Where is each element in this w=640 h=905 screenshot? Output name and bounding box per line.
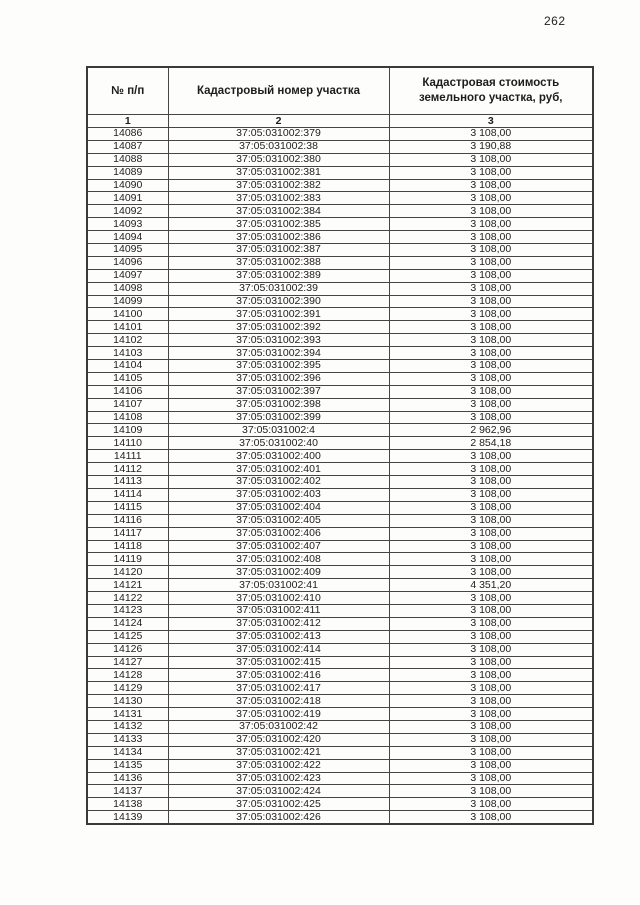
row-number-cell: 14089 (87, 166, 168, 179)
cadastral-number-cell: 37:05:031002:423 (168, 772, 389, 785)
cadastral-number-cell: 37:05:031002:418 (168, 695, 389, 708)
row-number-cell: 14099 (87, 295, 168, 308)
row-number-cell: 14125 (87, 630, 168, 643)
row-number-cell: 14128 (87, 669, 168, 682)
cadastral-number-cell: 37:05:031002:382 (168, 179, 389, 192)
table-row (87, 192, 593, 205)
cadastral-number-cell: 37:05:031002:390 (168, 295, 389, 308)
cadastral-value-cell: 2 854,18 (389, 437, 593, 450)
table-row (87, 424, 593, 437)
cadastral-value-cell: 3 108,00 (389, 617, 593, 630)
table-row (87, 733, 593, 746)
cadastral-number-cell: 37:05:031002:380 (168, 153, 389, 166)
cadastral-value-cell: 3 108,00 (389, 540, 593, 553)
cadastral-value-cell: 3 108,00 (389, 153, 593, 166)
row-number-cell: 14091 (87, 192, 168, 205)
cadastral-number-cell: 37:05:031002:38 (168, 140, 389, 153)
cadastral-value-cell: 3 108,00 (389, 372, 593, 385)
cadastral-number-cell: 37:05:031002:402 (168, 476, 389, 489)
row-number-cell: 14120 (87, 566, 168, 579)
cadastral-value-cell: 3 108,00 (389, 720, 593, 733)
cadastral-number-cell: 37:05:031002:408 (168, 553, 389, 566)
cadastral-value-cell: 3 108,00 (389, 179, 593, 192)
column-header-row-num: № п/п (87, 67, 168, 115)
table-row (87, 140, 593, 153)
cadastral-number-cell: 37:05:031002:383 (168, 192, 389, 205)
row-number-cell: 14139 (87, 811, 168, 824)
cadastral-number-cell: 37:05:031002:413 (168, 630, 389, 643)
cadastral-value-cell: 3 108,00 (389, 347, 593, 360)
cadastral-value-cell: 4 351,20 (389, 579, 593, 592)
row-number-cell: 14121 (87, 579, 168, 592)
cadastral-number-cell: 37:05:031002:410 (168, 592, 389, 605)
row-number-cell: 14087 (87, 140, 168, 153)
row-number-cell: 14110 (87, 437, 168, 450)
cadastral-value-cell: 3 108,00 (389, 192, 593, 205)
row-number-cell: 14094 (87, 231, 168, 244)
cadastral-value-cell: 3 108,00 (389, 166, 593, 179)
cadastral-value-cell: 2 962,96 (389, 424, 593, 437)
row-number-cell: 14129 (87, 682, 168, 695)
row-number-cell: 14107 (87, 398, 168, 411)
table-row (87, 334, 593, 347)
table-row (87, 282, 593, 295)
cadastral-number-cell: 37:05:031002:40 (168, 437, 389, 450)
cadastral-number-cell: 37:05:031002:415 (168, 656, 389, 669)
column-header-cadastral-number: Кадастровый номер участка (168, 67, 389, 115)
cadastral-value-cell: 3 108,00 (389, 398, 593, 411)
cadastral-value-cell: 3 108,00 (389, 553, 593, 566)
cadastral-value-cell: 3 108,00 (389, 334, 593, 347)
table-header-row (87, 67, 593, 115)
column-index-row (87, 115, 593, 128)
row-number-cell: 14127 (87, 656, 168, 669)
cadastral-number-cell: 37:05:031002:397 (168, 385, 389, 398)
cadastral-number-cell: 37:05:031002:381 (168, 166, 389, 179)
cadastral-number-cell: 37:05:031002:401 (168, 463, 389, 476)
table-row (87, 166, 593, 179)
table-row (87, 308, 593, 321)
table-row (87, 231, 593, 244)
table-row (87, 514, 593, 527)
cadastral-number-cell: 37:05:031002:393 (168, 334, 389, 347)
cadastral-number-cell: 37:05:031002:404 (168, 501, 389, 514)
cadastral-number-cell: 37:05:031002:406 (168, 527, 389, 540)
cadastral-value-cell: 3 108,00 (389, 450, 593, 463)
row-number-cell: 14131 (87, 708, 168, 721)
row-number-cell: 14106 (87, 385, 168, 398)
cadastral-number-cell: 37:05:031002:385 (168, 218, 389, 231)
table-row (87, 385, 593, 398)
row-number-cell: 14118 (87, 540, 168, 553)
table-row (87, 205, 593, 218)
cadastral-value-cell: 3 108,00 (389, 295, 593, 308)
cadastral-number-cell: 37:05:031002:39 (168, 282, 389, 295)
table-row (87, 811, 593, 824)
row-number-cell: 14137 (87, 785, 168, 798)
table-row (87, 566, 593, 579)
cadastral-number-cell: 37:05:031002:403 (168, 488, 389, 501)
table-row (87, 488, 593, 501)
table-row (87, 218, 593, 231)
table-row (87, 128, 593, 141)
cadastral-number-cell: 37:05:031002:411 (168, 604, 389, 617)
row-number-cell: 14113 (87, 476, 168, 489)
cadastral-number-cell: 37:05:031002:424 (168, 785, 389, 798)
cadastral-number-cell: 37:05:031002:412 (168, 617, 389, 630)
row-number-cell: 14133 (87, 733, 168, 746)
row-number-cell: 14101 (87, 321, 168, 334)
row-number-cell: 14119 (87, 553, 168, 566)
row-number-cell: 14104 (87, 360, 168, 373)
table-row (87, 527, 593, 540)
cadastral-value-cell: 3 108,00 (389, 798, 593, 811)
cadastral-value-cell: 3 108,00 (389, 566, 593, 579)
table-row (87, 695, 593, 708)
row-number-cell: 14090 (87, 179, 168, 192)
cadastral-number-cell: 37:05:031002:417 (168, 682, 389, 695)
cadastral-number-cell: 37:05:031002:391 (168, 308, 389, 321)
table-row (87, 540, 593, 553)
cadastral-value-cell: 3 108,00 (389, 733, 593, 746)
cadastral-value-cell: 3 108,00 (389, 604, 593, 617)
table-row (87, 437, 593, 450)
cadastral-number-cell: 37:05:031002:400 (168, 450, 389, 463)
cadastral-number-cell: 37:05:031002:42 (168, 720, 389, 733)
cadastral-number-cell: 37:05:031002:392 (168, 321, 389, 334)
table-row (87, 321, 593, 334)
table-row (87, 785, 593, 798)
table-row (87, 372, 593, 385)
row-number-cell: 14088 (87, 153, 168, 166)
cadastral-number-cell: 37:05:031002:421 (168, 746, 389, 759)
row-number-cell: 14105 (87, 372, 168, 385)
cadastral-value-cell: 3 108,00 (389, 411, 593, 424)
cadastral-number-cell: 37:05:031002:394 (168, 347, 389, 360)
row-number-cell: 14114 (87, 488, 168, 501)
row-number-cell: 14117 (87, 527, 168, 540)
cadastral-value-cell: 3 108,00 (389, 708, 593, 721)
cadastral-number-cell: 37:05:031002:396 (168, 372, 389, 385)
cadastral-value-cell: 3 108,00 (389, 656, 593, 669)
row-number-cell: 14136 (87, 772, 168, 785)
cadastral-number-cell: 37:05:031002:422 (168, 759, 389, 772)
cadastral-value-cell: 3 108,00 (389, 746, 593, 759)
cadastral-value-cell: 3 108,00 (389, 811, 593, 824)
row-number-cell: 14115 (87, 501, 168, 514)
row-number-cell: 14116 (87, 514, 168, 527)
table-row (87, 656, 593, 669)
cadastral-value-cell: 3 108,00 (389, 463, 593, 476)
cadastral-value-cell: 3 108,00 (389, 643, 593, 656)
cadastral-value-cell: 3 108,00 (389, 231, 593, 244)
table-row (87, 643, 593, 656)
row-number-cell: 14098 (87, 282, 168, 295)
table-row (87, 256, 593, 269)
row-number-cell: 14109 (87, 424, 168, 437)
cadastral-table (86, 66, 594, 825)
cadastral-value-cell: 3 108,00 (389, 256, 593, 269)
cadastral-value-cell: 3 108,00 (389, 501, 593, 514)
cadastral-value-cell: 3 108,00 (389, 321, 593, 334)
table-row (87, 450, 593, 463)
cadastral-value-cell: 3 108,00 (389, 385, 593, 398)
table-body (87, 128, 593, 825)
table-row (87, 604, 593, 617)
row-number-cell: 14100 (87, 308, 168, 321)
row-number-cell: 14135 (87, 759, 168, 772)
column-index-1: 1 (87, 115, 168, 128)
table-row (87, 476, 593, 489)
cadastral-value-cell: 3 108,00 (389, 695, 593, 708)
cadastral-number-cell: 37:05:031002:426 (168, 811, 389, 824)
cadastral-value-cell: 3 190,88 (389, 140, 593, 153)
cadastral-number-cell: 37:05:031002:41 (168, 579, 389, 592)
table-row (87, 398, 593, 411)
cadastral-number-cell: 37:05:031002:386 (168, 231, 389, 244)
cadastral-number-cell: 37:05:031002:388 (168, 256, 389, 269)
cadastral-value-cell: 3 108,00 (389, 772, 593, 785)
row-number-cell: 14111 (87, 450, 168, 463)
table-row (87, 708, 593, 721)
cadastral-number-cell: 37:05:031002:379 (168, 128, 389, 141)
table-row (87, 617, 593, 630)
table-row (87, 463, 593, 476)
table-row (87, 153, 593, 166)
cadastral-value-cell: 3 108,00 (389, 682, 593, 695)
cadastral-value-cell: 3 108,00 (389, 630, 593, 643)
row-number-cell: 14124 (87, 617, 168, 630)
table-row (87, 720, 593, 733)
row-number-cell: 14092 (87, 205, 168, 218)
column-index-3: 3 (389, 115, 593, 128)
cadastral-number-cell: 37:05:031002:395 (168, 360, 389, 373)
table-row (87, 347, 593, 360)
row-number-cell: 14097 (87, 269, 168, 282)
table-row (87, 360, 593, 373)
table-row (87, 592, 593, 605)
row-number-cell: 14132 (87, 720, 168, 733)
cadastral-value-cell: 3 108,00 (389, 759, 593, 772)
cadastral-value-cell: 3 108,00 (389, 282, 593, 295)
cadastral-value-cell: 3 108,00 (389, 669, 593, 682)
row-number-cell: 14086 (87, 128, 168, 141)
cadastral-value-cell: 3 108,00 (389, 308, 593, 321)
cadastral-value-cell: 3 108,00 (389, 218, 593, 231)
row-number-cell: 14130 (87, 695, 168, 708)
table-row (87, 759, 593, 772)
cadastral-number-cell: 37:05:031002:4 (168, 424, 389, 437)
table-row (87, 179, 593, 192)
page-number: 262 (544, 14, 566, 28)
cadastral-number-cell: 37:05:031002:387 (168, 244, 389, 257)
row-number-cell: 14122 (87, 592, 168, 605)
row-number-cell: 14112 (87, 463, 168, 476)
cadastral-value-cell: 3 108,00 (389, 592, 593, 605)
table-row (87, 772, 593, 785)
row-number-cell: 14123 (87, 604, 168, 617)
cadastral-value-cell: 3 108,00 (389, 128, 593, 141)
row-number-cell: 14108 (87, 411, 168, 424)
cadastral-value-cell: 3 108,00 (389, 514, 593, 527)
cadastral-number-cell: 37:05:031002:425 (168, 798, 389, 811)
cadastral-value-cell: 3 108,00 (389, 205, 593, 218)
cadastral-number-cell: 37:05:031002:384 (168, 205, 389, 218)
table-row (87, 269, 593, 282)
row-number-cell: 14134 (87, 746, 168, 759)
table-row (87, 798, 593, 811)
row-number-cell: 14095 (87, 244, 168, 257)
cadastral-number-cell: 37:05:031002:419 (168, 708, 389, 721)
table-row (87, 630, 593, 643)
cadastral-number-cell: 37:05:031002:414 (168, 643, 389, 656)
table-row (87, 553, 593, 566)
table-row (87, 682, 593, 695)
cadastral-value-cell: 3 108,00 (389, 476, 593, 489)
table-row (87, 669, 593, 682)
cadastral-number-cell: 37:05:031002:398 (168, 398, 389, 411)
cadastral-number-cell: 37:05:031002:409 (168, 566, 389, 579)
cadastral-value-cell: 3 108,00 (389, 269, 593, 282)
cadastral-value-cell: 3 108,00 (389, 527, 593, 540)
table-row (87, 411, 593, 424)
row-number-cell: 14093 (87, 218, 168, 231)
cadastral-value-cell: 3 108,00 (389, 488, 593, 501)
table-row (87, 501, 593, 514)
cadastral-number-cell: 37:05:031002:407 (168, 540, 389, 553)
cadastral-table-container (86, 66, 592, 825)
column-index-2: 2 (168, 115, 389, 128)
table-row (87, 295, 593, 308)
row-number-cell: 14102 (87, 334, 168, 347)
cadastral-number-cell: 37:05:031002:389 (168, 269, 389, 282)
cadastral-number-cell: 37:05:031002:399 (168, 411, 389, 424)
row-number-cell: 14126 (87, 643, 168, 656)
table-row (87, 244, 593, 257)
column-header-cadastral-value: Кадастровая стоимость земельного участка, руб, (389, 67, 593, 115)
cadastral-value-cell: 3 108,00 (389, 244, 593, 257)
cadastral-number-cell: 37:05:031002:416 (168, 669, 389, 682)
cadastral-value-cell: 3 108,00 (389, 785, 593, 798)
table-row (87, 579, 593, 592)
row-number-cell: 14096 (87, 256, 168, 269)
cadastral-number-cell: 37:05:031002:405 (168, 514, 389, 527)
cadastral-number-cell: 37:05:031002:420 (168, 733, 389, 746)
row-number-cell: 14138 (87, 798, 168, 811)
table-row (87, 746, 593, 759)
row-number-cell: 14103 (87, 347, 168, 360)
cadastral-value-cell: 3 108,00 (389, 360, 593, 373)
